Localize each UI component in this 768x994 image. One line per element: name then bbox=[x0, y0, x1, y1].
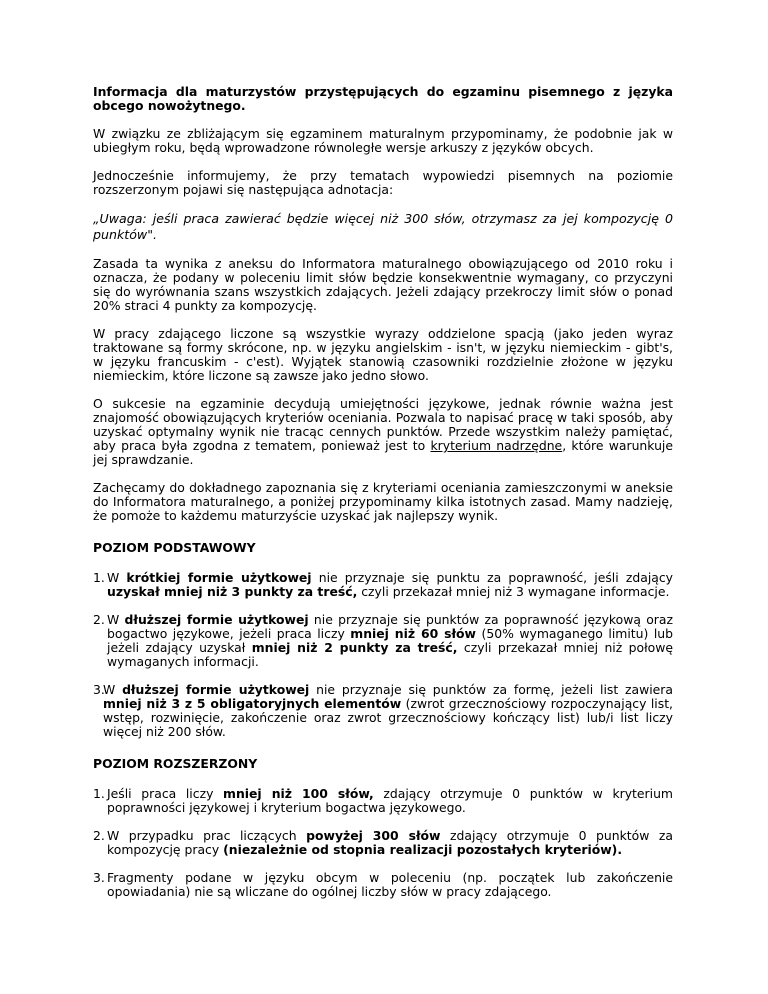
basic-rule-1 bbox=[93, 571, 673, 599]
text-run: nie przyznaje się punktów za formę, jeżeli list zawiera bbox=[309, 682, 673, 697]
document-title: Informacja dla maturzystów przystępujących do egzaminu pisemnego z języka obcego nowożytnego. bbox=[93, 84, 673, 113]
bold-run: powyżej 300 słów bbox=[306, 828, 441, 843]
list-number: 1. bbox=[93, 786, 105, 801]
text-run: W bbox=[107, 612, 125, 627]
bold-run: dłuższej formie użytkowej bbox=[124, 612, 309, 627]
extended-level-heading: POZIOM ROZSZERZONY bbox=[93, 756, 258, 771]
bold-run: dłuższej formie użytkowej bbox=[122, 682, 310, 697]
bold-run: mniej niż 100 słów, bbox=[223, 786, 374, 801]
list-number: 3. bbox=[93, 870, 105, 885]
text-run: nie przyznaje się punktów za poprawność językową oraz bogactwo językowe, jeżeli praca liczy bbox=[107, 612, 673, 641]
text-run: zdający otrzymuje 0 punktów w kryterium poprawności językowej i kryterium bogactwa językowego. bbox=[107, 786, 673, 815]
list-number: 3. bbox=[93, 682, 105, 697]
text-run: W bbox=[107, 570, 127, 585]
text-run: nie przyznaje się punktu za poprawność, jeśli zdający bbox=[311, 570, 673, 585]
list-text bbox=[103, 683, 673, 739]
bold-run: uzyskał mniej niż 3 punkty za treść, bbox=[107, 584, 358, 599]
text-run: czyli przekazał mniej niż połowę wymaganych informacji. bbox=[107, 640, 673, 669]
list-text bbox=[107, 787, 673, 815]
list-number: 1. bbox=[93, 570, 105, 585]
word-count-paragraph: W pracy zdającego liczone są wszystkie wyrazy oddzielone spacją (jako jeden wyraz traktowane są formy skrócone, np. w języku angielskim - isn't, w języku niemieckim - gibt's, w języku francuskim - c'est). Wyjątek stanowią czasowniki rozdzielnie złożone w języku niemieckim, które liczone są zawsze jako jedno słowo. bbox=[93, 326, 673, 383]
extended-rule-3 bbox=[93, 871, 673, 899]
text-run: W bbox=[103, 682, 123, 697]
text-run: W przypadku prac liczących bbox=[107, 828, 307, 843]
list-number: 2. bbox=[93, 612, 105, 627]
list-text: Fragmenty podane w języku obcym w poleceniu (np. początek lub zakończenie opowiadania) nie są wliczane do ogólnej liczby słów w pracy zdającego. bbox=[107, 870, 673, 899]
annotation-paragraph: Jednocześnie informujemy, że przy tematach wypowiedzi pisemnych na poziomie rozszerzonym pojawi się następująca adnotacja: bbox=[93, 168, 673, 197]
rule-paragraph: Zasada ta wynika z aneksu do Informatora maturalnego obowiązującego od 2010 roku i oznacza, że podany w poleceniu limit słów będzie konsekwentnie wymagany, co przyczyni się do wyrównania szans wszystkich zdających. Jeżeli zdający przekroczy limit słów o ponad 20% straci 4 punkty za kompozycję. bbox=[93, 256, 673, 313]
text-run: (zwrot grzecznościowy rozpoczynający list, wstęp, rozwinięcie, zakończenie oraz zwrot grzecznościowy kończący list) lub/i list liczy więcej niż 200 słów. bbox=[103, 696, 673, 739]
document-content bbox=[93, 85, 673, 913]
bold-run: mniej niż 3 z 5 obligatoryjnych elementów bbox=[103, 696, 402, 711]
encouragement-paragraph: Zachęcamy do dokładnego zapoznania się z kryteriami oceniania zamieszczonymi w aneksie do Informatora maturalnego, a poniżej przypominamy kilka istotnych zasad. Mamy nadzieję, że pomoże to każdemu maturzyście uzyskać jak najlepszy wynik. bbox=[93, 480, 673, 523]
bold-run: mniej niż 2 punkty za treść, bbox=[251, 640, 458, 655]
extended-rule-2 bbox=[93, 829, 673, 857]
text-run: zdający otrzymuje 0 punktów za kompozycję pracy bbox=[107, 828, 673, 857]
extended-rule-1 bbox=[93, 787, 673, 815]
bold-run: krótkiej formie użytkowej bbox=[126, 570, 312, 585]
list-text bbox=[107, 613, 673, 669]
intro-paragraph: W związku ze zbliżającym się egzaminem maturalnym przypominamy, że podobnie jak w ubiegłym roku, będą wprowadzone równoległe wersje arkuszy z języków obcych. bbox=[93, 126, 673, 155]
success-paragraph bbox=[93, 397, 673, 467]
basic-rule-3 bbox=[93, 683, 673, 739]
basic-level-heading: POZIOM PODSTAWOWY bbox=[93, 540, 256, 555]
list-number: 2. bbox=[93, 828, 105, 843]
list-text bbox=[107, 829, 673, 857]
bold-run: mniej niż 60 słów bbox=[350, 626, 476, 641]
warning-quote: „Uwaga: jeśli praca zawierać będzie więcej niż 300 słów, otrzymasz za jej kompozycję 0 punktów". bbox=[93, 211, 673, 242]
success-text-start: O sukcesie na egzaminie decydują umiejętności językowe, jednak równie ważna jest znajomość obowiązujących kryteriów oceniania. Pozwala to napisać pracę w taki sposób, aby uzyskać optymalny wynik nie tracąc cennych punktów. Przede wszystkim należy pamiętać, aby praca była zgodna z tematem, ponieważ jest to bbox=[93, 396, 673, 453]
bold-run: (niezależnie od stopnia realizacji pozostałych kryteriów). bbox=[223, 842, 623, 857]
success-text-end: , które warunkuje jej sprawdzanie. bbox=[93, 438, 674, 467]
key-criterion-underlined: kryterium nadrzędne bbox=[430, 438, 563, 453]
text-run: czyli przekazał mniej niż 3 wymagane informacje. bbox=[357, 584, 670, 599]
basic-rule-2 bbox=[93, 613, 673, 669]
list-text bbox=[107, 571, 673, 599]
text-run: Jeśli praca liczy bbox=[107, 786, 224, 801]
text-run: (50% wymaganego limitu) lub jeżeli zdający uzyskał bbox=[107, 626, 673, 655]
